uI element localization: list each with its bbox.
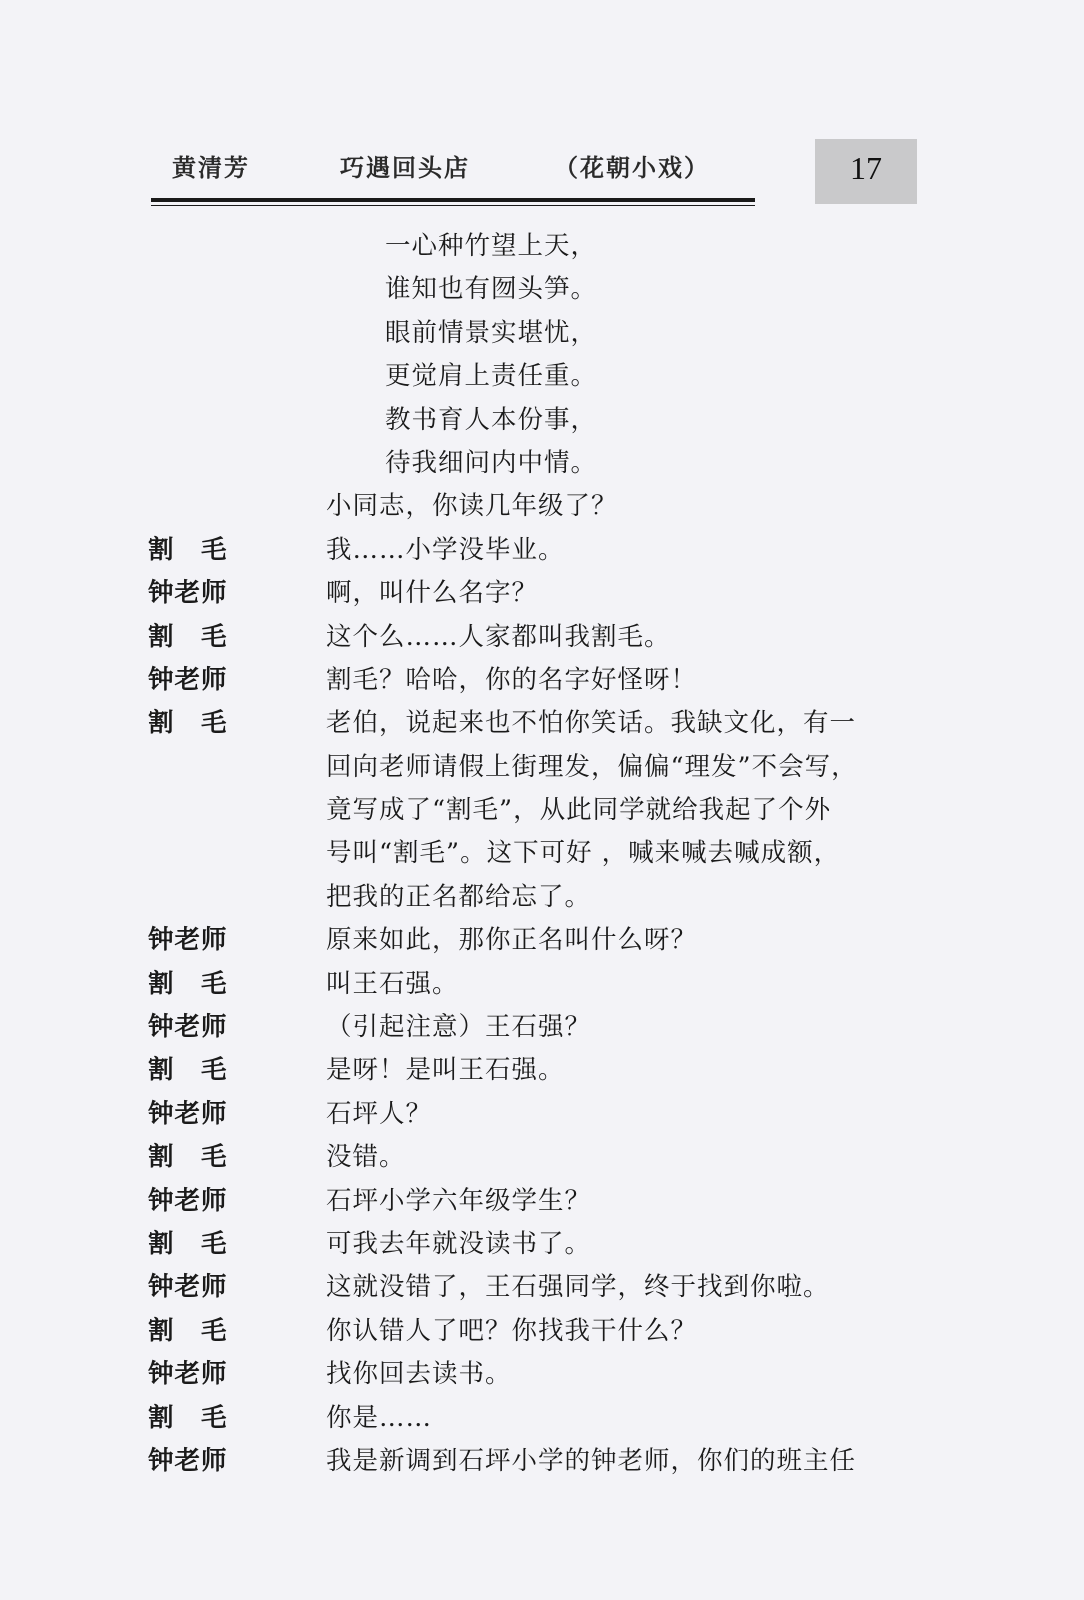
verse-text: 谁知也有囫头笋。 <box>385 274 598 305</box>
dialogue-line <box>148 832 928 875</box>
speaker-name: 钟老师 <box>148 1445 228 1476</box>
speaker-name: 割 毛 <box>148 1315 228 1346</box>
dialogue-line <box>148 1310 928 1353</box>
dialogue-line <box>148 572 928 615</box>
verse-line <box>148 442 928 485</box>
dialogue-line <box>148 1049 928 1092</box>
speaker-name: 割 毛 <box>148 1055 228 1086</box>
dialogue-text: 没错。 <box>326 1142 406 1173</box>
dialogue-text: 原来如此，那你正名叫什么呀？ <box>326 925 698 956</box>
dialogue-text: 我是新调到石坪小学的钟老师，你们的班主任 <box>326 1445 857 1476</box>
dialogue-text: 找你回去读书。 <box>326 1359 512 1390</box>
dialogue-line <box>148 1266 928 1309</box>
dialogue-text: 把我的正名都给忘了。 <box>326 881 592 912</box>
dialogue-text: 这就没错了，王石强同学，终于找到你啦。 <box>326 1272 830 1303</box>
dialogue-line <box>148 1440 928 1483</box>
dialogue-text: 号叫“割毛”。这下可好 ，喊来喊去喊成额， <box>326 838 841 869</box>
speaker-name: 钟老师 <box>148 1012 228 1043</box>
header-title: 巧遇回头店 <box>340 154 470 182</box>
verse-text: 教书育人本份事， <box>385 404 598 435</box>
script-body <box>148 225 928 1483</box>
dialogue-line <box>148 1353 928 1396</box>
speaker-name: 钟老师 <box>148 1098 228 1129</box>
speaker-name: 钟老师 <box>148 1272 228 1303</box>
dialogue-text: 石坪小学六年级学生？ <box>326 1185 592 1216</box>
running-header <box>150 148 750 188</box>
dialogue-text: 割毛？哈哈，你的名字好怪呀！ <box>326 664 698 695</box>
page-number-box <box>815 139 917 204</box>
dialogue-line <box>148 1180 928 1223</box>
verse-line <box>148 225 928 268</box>
speaker-name: 割 毛 <box>148 1402 228 1433</box>
dialogue-text: 啊，叫什么名字？ <box>326 578 539 609</box>
dialogue-text: 你是…… <box>326 1402 433 1433</box>
header-rule-thick <box>151 198 755 202</box>
dialogue-text: （引起注意）王石强？ <box>326 1012 592 1043</box>
verse-text: 眼前情景实堪忧， <box>385 317 598 348</box>
dialogue-line <box>148 919 928 962</box>
speaker-name: 割 毛 <box>148 1142 228 1173</box>
speaker-name: 钟老师 <box>148 925 228 956</box>
verse-text: 更觉肩上责任重。 <box>385 361 598 392</box>
speaker-name: 钟老师 <box>148 664 228 695</box>
dialogue-text: 这个么……人家都叫我割毛。 <box>326 621 671 652</box>
header-genre: （花朝小戏） <box>554 154 710 182</box>
page-number: 17 <box>850 150 882 186</box>
dialogue-line <box>148 746 928 789</box>
dialogue-line <box>148 1093 928 1136</box>
header-rule-thin <box>151 205 755 206</box>
verse-line <box>148 355 928 398</box>
dialogue-line <box>148 963 928 1006</box>
speaker-name: 钟老师 <box>148 1359 228 1390</box>
dialogue-text: 我……小学没毕业。 <box>326 534 565 565</box>
dialogue-line <box>148 702 928 745</box>
dialogue-text: 小同志，你读几年级了？ <box>326 491 618 522</box>
dialogue-text: 老伯，说起来也不怕你笑话。我缺文化，有一 <box>326 708 857 739</box>
verse-line <box>148 312 928 355</box>
dialogue-line <box>148 1136 928 1179</box>
dialogue-text: 叫王石强。 <box>326 968 459 999</box>
speaker-name: 钟老师 <box>148 578 228 609</box>
dialogue-text: 是呀！是叫王石强。 <box>326 1055 565 1086</box>
dialogue-line <box>148 876 928 919</box>
dialogue-line <box>148 1397 928 1440</box>
verse-text: 一心种竹望上天， <box>385 231 598 261</box>
dialogue-line <box>148 1006 928 1049</box>
dialogue-line <box>148 485 928 528</box>
speaker-name: 割 毛 <box>148 534 228 565</box>
verse-text: 待我细问内中情。 <box>385 447 598 478</box>
speaker-name: 割 毛 <box>148 621 228 652</box>
dialogue-text: 可我去年就没读书了。 <box>326 1228 592 1259</box>
speaker-name: 钟老师 <box>148 1185 228 1216</box>
dialogue-text: 你认错人了吧？你找我干什么？ <box>326 1315 698 1346</box>
dialogue-line <box>148 529 928 572</box>
speaker-name: 割 毛 <box>148 708 228 739</box>
dialogue-text: 石坪人？ <box>326 1098 433 1129</box>
dialogue-line <box>148 616 928 659</box>
speaker-name: 割 毛 <box>148 1228 228 1259</box>
dialogue-text: 回向老师请假上街理发，偏偏“理发”不会写， <box>326 751 858 782</box>
header-author: 黄清芳 <box>172 154 250 182</box>
dialogue-text: 竟写成了“割毛”，从此同学就给我起了个外 <box>326 795 832 826</box>
dialogue-line <box>148 789 928 832</box>
speaker-name: 割 毛 <box>148 968 228 999</box>
dialogue-line <box>148 1223 928 1266</box>
dialogue-line <box>148 659 928 702</box>
verse-line <box>148 399 928 442</box>
verse-line <box>148 268 928 311</box>
